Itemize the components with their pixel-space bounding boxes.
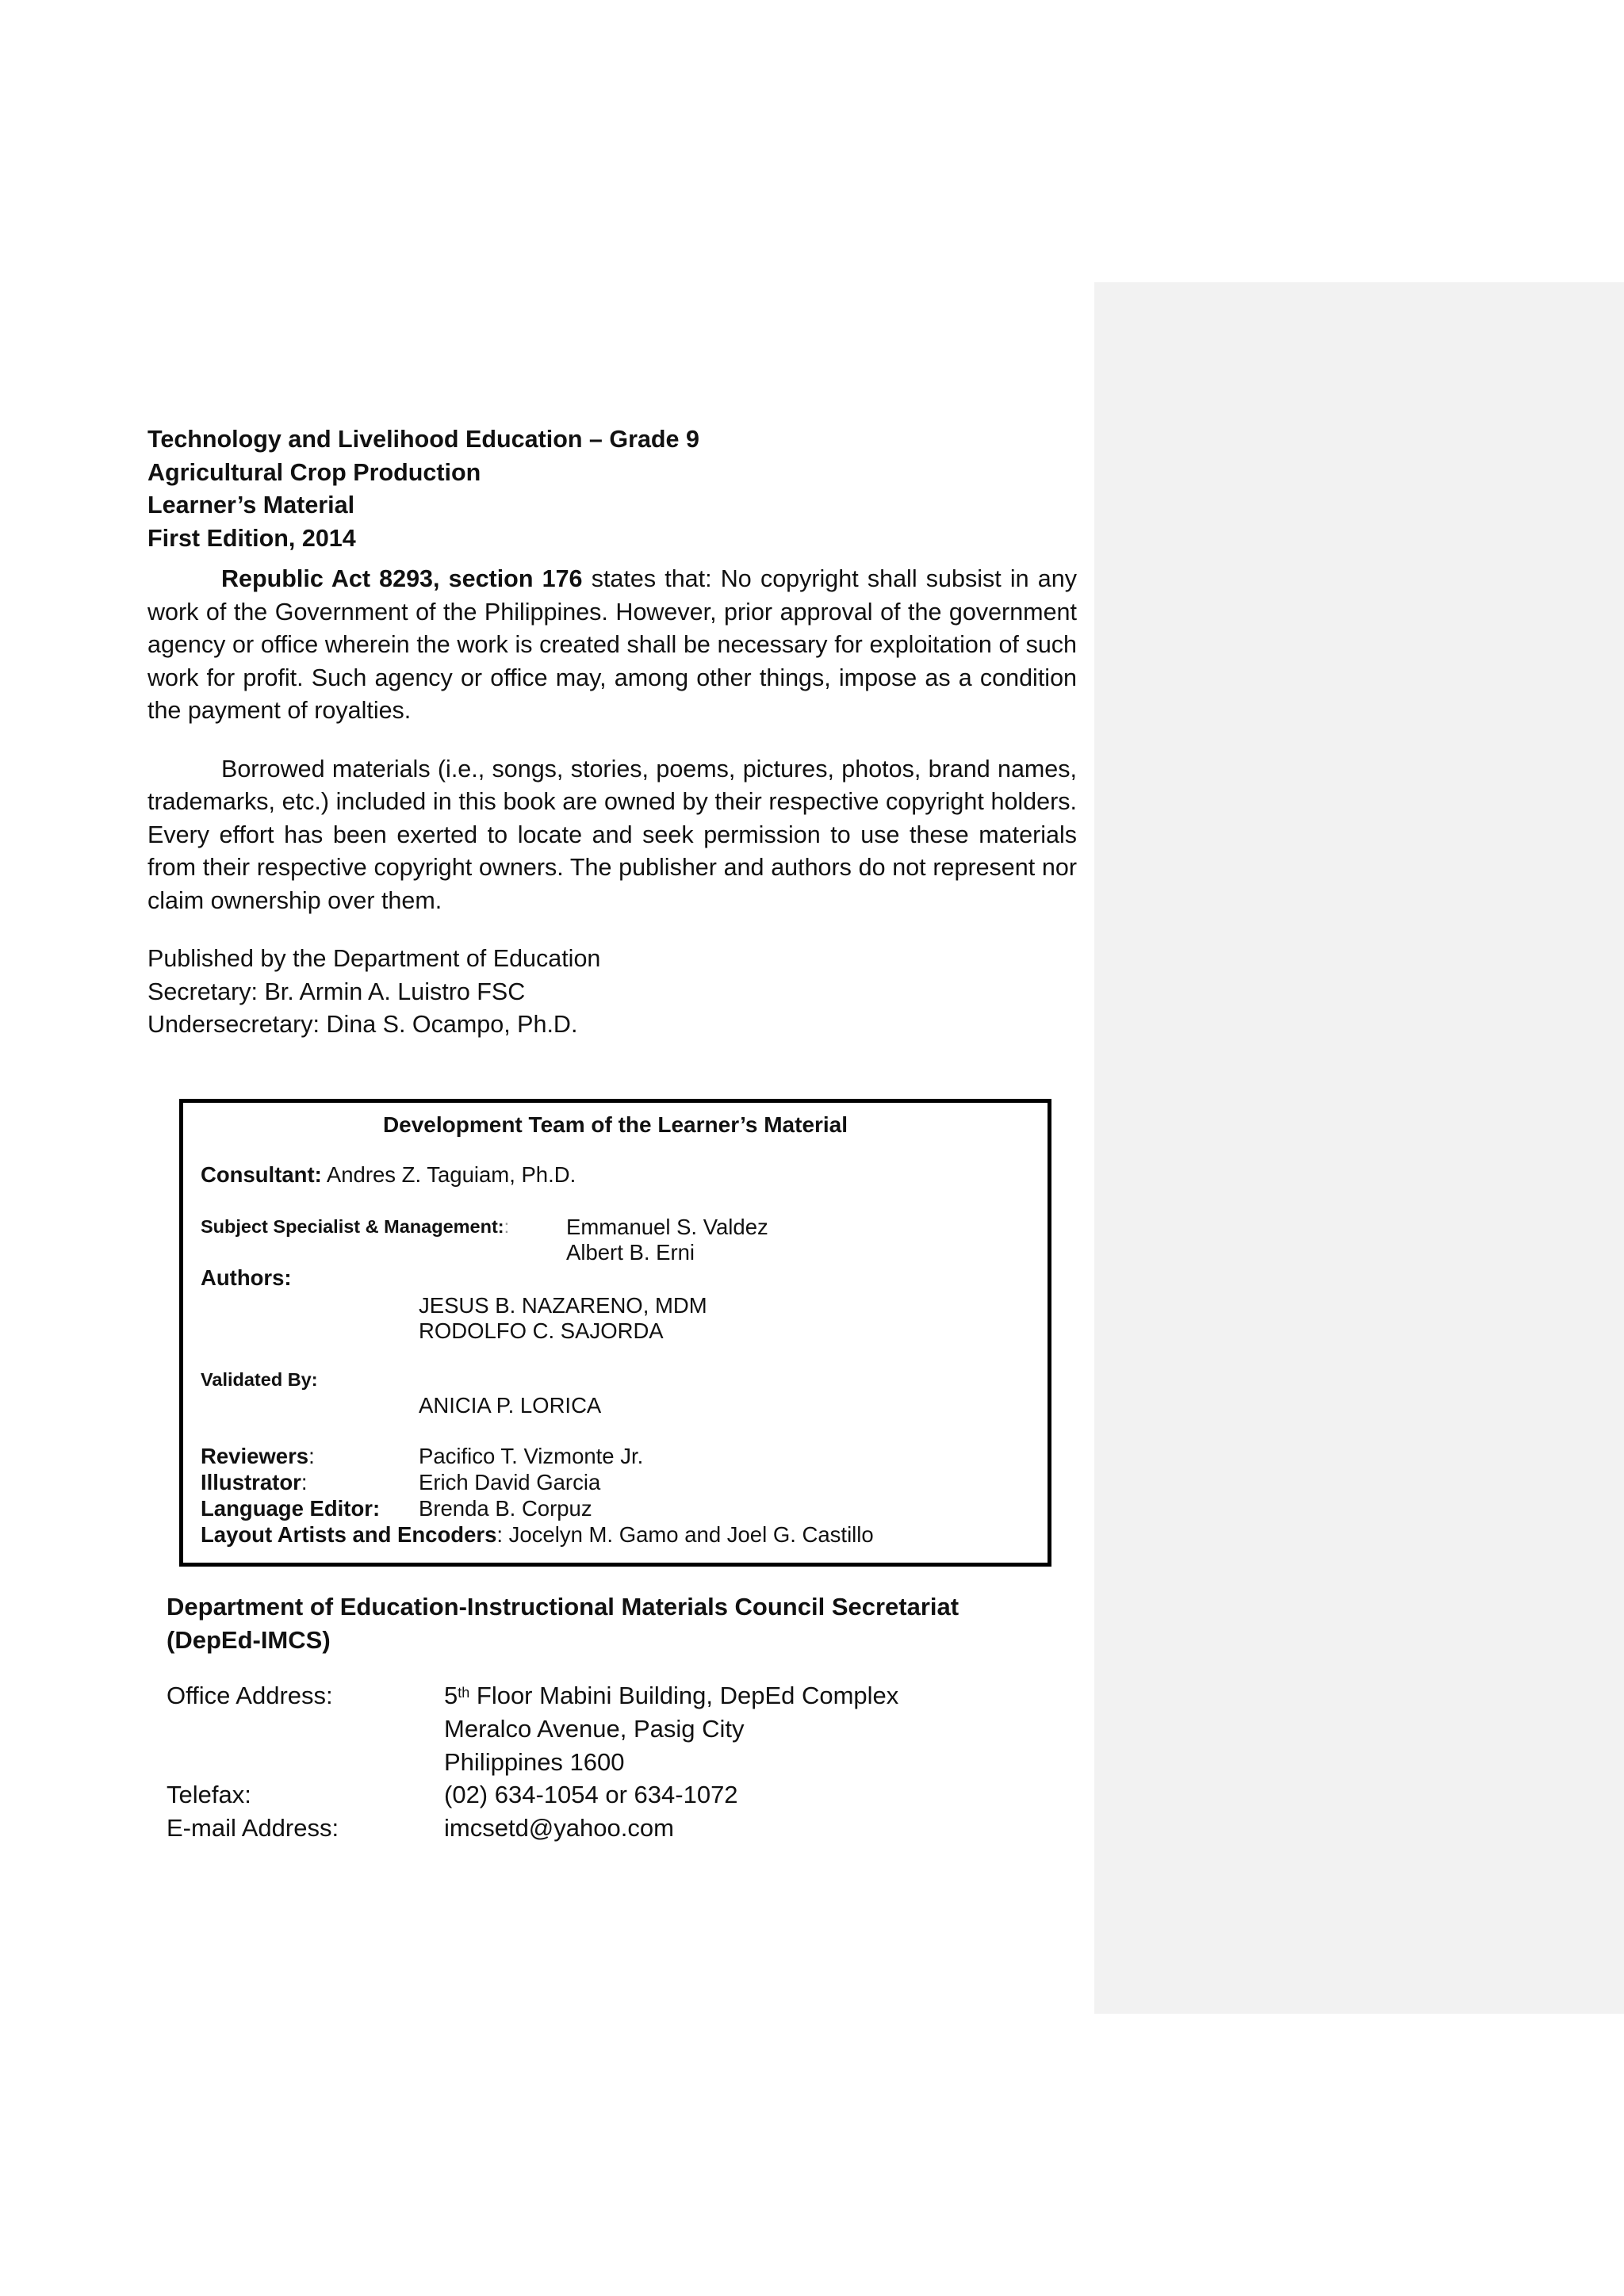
title-line-1: Technology and Livelihood Education – Grade 9 xyxy=(147,426,699,453)
validated-label: Validated By: xyxy=(201,1369,318,1390)
email-label: E-mail Address: xyxy=(167,1814,339,1842)
validator-name: ANICIA P. LORICA xyxy=(419,1393,602,1418)
copyright-lead: Republic Act 8293, section 176 xyxy=(221,565,583,592)
layout-line xyxy=(201,1522,874,1548)
title-line-3: Learner’s Material xyxy=(147,492,355,519)
consultant-name: Andres Z. Taguiam, Ph.D. xyxy=(321,1162,576,1187)
office-address-2: Meralco Avenue, Pasig City xyxy=(444,1715,745,1743)
imcs-title-1: Department of Education-Instructional Materials Council Secretariat xyxy=(167,1593,959,1621)
imcs-block xyxy=(167,1590,1071,1842)
reviewer-name: Pacifico T. Vizmonte Jr. xyxy=(419,1444,644,1468)
illustrator-name: Erich David Garcia xyxy=(419,1470,601,1494)
telefax-value: (02) 634-1054 or 634-1072 xyxy=(444,1781,738,1808)
title-line-4: First Edition, 2014 xyxy=(147,524,356,552)
author-2: RODOLFO C. SAJORDA xyxy=(419,1318,664,1343)
illustrator-label: Illustrator: xyxy=(201,1470,308,1494)
undersecretary: Undersecretary: Dina S. Ocampo, Ph.D. xyxy=(147,1011,578,1038)
author-1: JESUS B. NAZARENO, MDM xyxy=(419,1293,707,1318)
consultant-line xyxy=(201,1162,576,1188)
copyright-text: states that: No copyright shall subsist in any work of the Government of the Philippines. However, prior approval of the government agency or office wherein the work is created shall be necessary for exploitation of such work for profit. Such agency or office may, among other things, impose as a condition the payment of royalties. xyxy=(147,565,1077,724)
secretary: Secretary: Br. Armin A. Luistro FSC xyxy=(147,978,526,1005)
publisher-block xyxy=(147,943,1077,1042)
title-line-2: Agricultural Crop Production xyxy=(147,458,481,486)
comment-margin-panel xyxy=(1094,282,1624,2014)
layout-names: : Jocelyn M. Gamo and Joel G. Castillo xyxy=(496,1522,874,1547)
telefax-label: Telefax: xyxy=(167,1781,251,1808)
email-value[interactable]: imcsetd@yahoo.com xyxy=(444,1814,674,1842)
office-address-3: Philippines 1600 xyxy=(444,1748,625,1776)
imcs-title-2: (DepEd-IMCS) xyxy=(167,1626,331,1654)
team-title: Development Team of the Learner’s Material xyxy=(382,1112,848,1137)
consultant-label: Consultant: xyxy=(201,1162,322,1187)
copyright-paragraph xyxy=(147,563,1077,728)
editor-label: Language Editor: xyxy=(201,1496,381,1521)
published-by: Published by the Department of Education xyxy=(147,945,601,972)
title-block xyxy=(147,423,1077,555)
borrowed-materials-paragraph: Borrowed materials (i.e., songs, stories, poems, pictures, photos, brand names, trademarks, etc.) included in this book are owned by their respective copyright holders. Every effort has been exerted to locate and seek permission to use these materials from their respective copyright owners. The publisher and authors do not represent nor claim ownership over them. xyxy=(147,755,1077,914)
authors-label: Authors: xyxy=(201,1265,292,1290)
office-address-1: 5th Floor Mabini Building, DepEd Complex xyxy=(444,1682,899,1709)
office-address-label: Office Address: xyxy=(167,1682,333,1709)
document-body xyxy=(147,423,1077,1042)
development-team-box xyxy=(179,1099,1051,1567)
specialist-label: Subject Specialist & Management:: xyxy=(201,1216,510,1237)
specialist-2: Albert B. Erni xyxy=(566,1240,695,1265)
layout-label: Layout Artists and Encoders xyxy=(201,1522,497,1547)
reviewers-label: Reviewers: xyxy=(201,1444,315,1468)
specialist-1: Emmanuel S. Valdez xyxy=(566,1215,768,1239)
editor-name: Brenda B. Corpuz xyxy=(419,1496,592,1521)
